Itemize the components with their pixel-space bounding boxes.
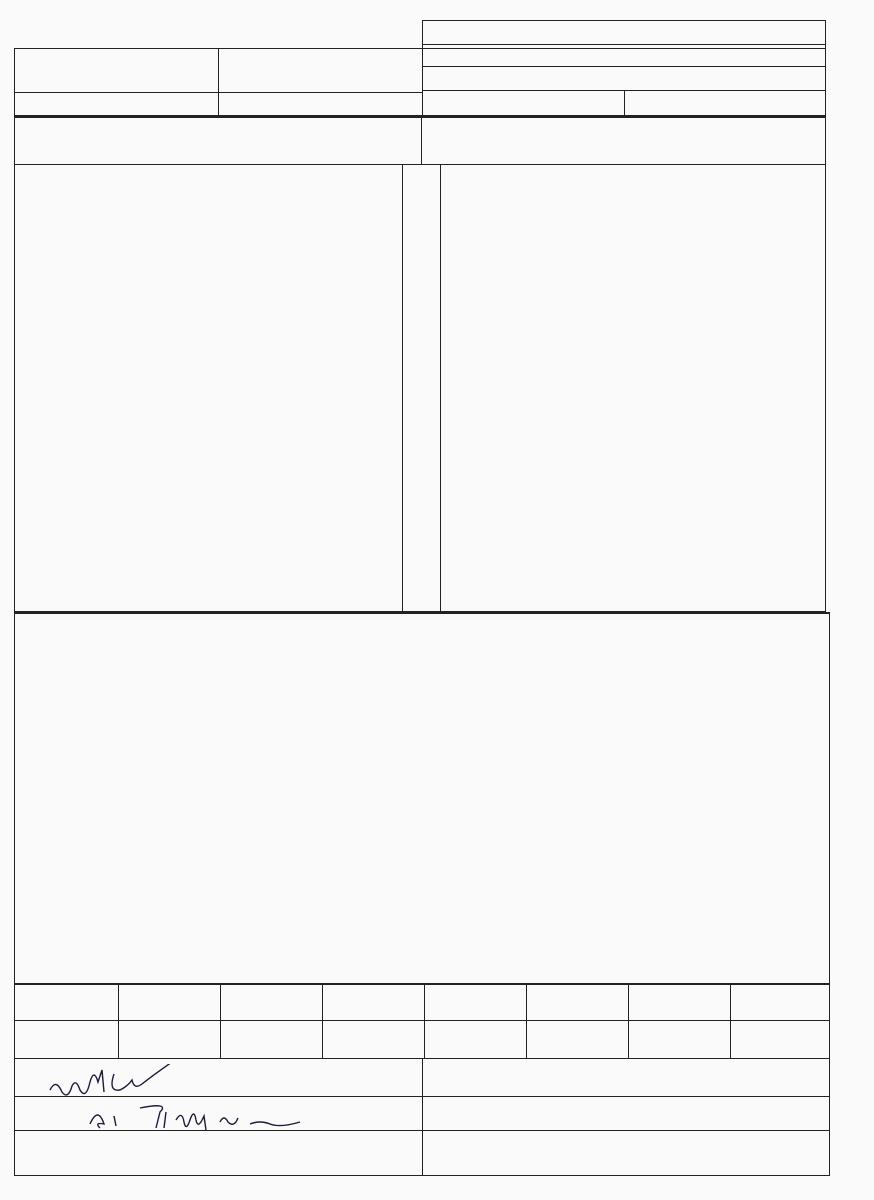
signature-vj (80, 1102, 320, 1132)
roster-box (14, 116, 826, 612)
header-box (14, 48, 826, 116)
scoresheet-box (14, 612, 830, 984)
signature-kj (44, 1064, 214, 1100)
